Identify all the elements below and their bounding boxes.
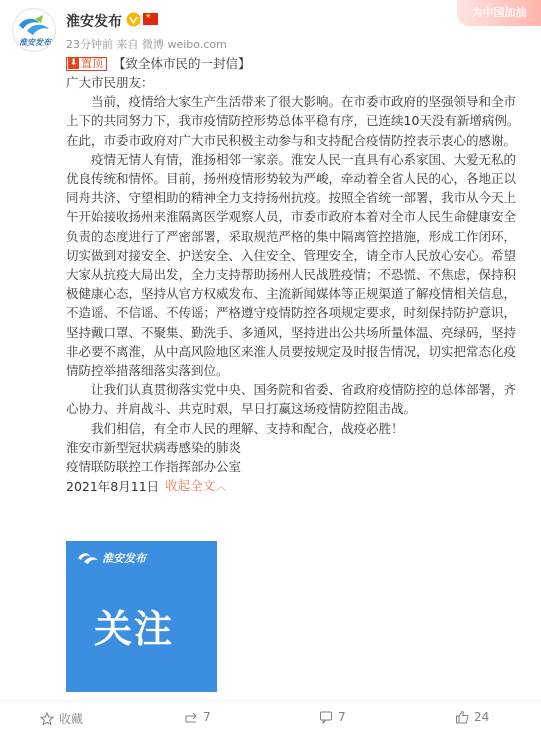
like-button[interactable] bbox=[455, 710, 489, 724]
signature-line-2: 疫情联防联控工作指挥部办公室 bbox=[66, 459, 242, 475]
china-flag-icon: ★ bbox=[143, 13, 158, 25]
huaian-logo-icon bbox=[76, 548, 100, 568]
post-content bbox=[66, 54, 528, 497]
post-header bbox=[0, 0, 541, 60]
share-icon bbox=[184, 710, 198, 724]
huaian-logo-icon bbox=[13, 9, 56, 52]
pinned-text: 置顶 bbox=[81, 56, 103, 70]
post-meta: 23分钟前 来自 微博 weibo.com bbox=[66, 38, 227, 51]
paragraph-2: 疫情无情人有情，淮扬相邻一家亲。淮安人民一直具有心系家国、大爱无私的优良传统和情怀。目前，扬州疫情形势较为严峻，牵动着全省人民的心，各地正以同舟共济、守望相助的精神全力支持扬州抗疫。按照全省统一部署，我市从今天上午开始接收扬州来淮隔离医学观察人员，市委市政府本着对全市人民生命健康安全负责的态度进行了严密部署，采取规范严格的集中隔离管控措施，形成工作闭环，切实做到对接安全、护送安全、入住安全、管理安全，请全市人民放心安心。希望大家从抗疫大局出发，全力支持帮助扬州人民战胜疫情；不恐慌、不焦虑，保持积极健康心态，坚持从官方权威发布、主流新闻媒体等正规渠道了解疫情相关信息，不造谣、不信谣、不传谣；严格遵守疫情防控各项规定要求，时刻保持防护意识，坚持戴口罩、不聚集、勤洗手、多通风，坚持进出公共场所量体温、亮绿码，坚持非必要不离淮，从中高风险地区来淮人员要按规定及时报告情况，切实把常态化疫情防控举措落细落实落到位。 bbox=[66, 151, 517, 379]
greeting: 广大市民朋友： bbox=[66, 75, 154, 90]
author-name[interactable]: 淮安发布 bbox=[66, 14, 122, 30]
svg-text:淮安发布: 淮安发布 bbox=[19, 37, 51, 47]
post-image[interactable] bbox=[66, 541, 217, 692]
paragraph-3: 让我们认真贯彻落实党中央、国务院和省委、省政府疫情防控的总体部署，齐心协力、并肩战斗、共克时艰，早日打赢这场疫情防控阻击战。 bbox=[66, 382, 517, 417]
comment-icon bbox=[319, 710, 333, 724]
paragraph-4: 我们相信，有全市人民的理解、支持和配合，战疫必胜！ bbox=[91, 420, 404, 436]
star-icon bbox=[40, 712, 54, 726]
thumbs-up-icon bbox=[455, 710, 469, 724]
post-date: 2021年8月11日 bbox=[66, 479, 160, 495]
collapse-label: 收起全文 bbox=[165, 478, 216, 494]
comment-button[interactable] bbox=[319, 710, 346, 724]
favorite-button[interactable] bbox=[40, 710, 83, 727]
chevron-up-icon: ︿ bbox=[216, 482, 227, 494]
pinned-label bbox=[66, 57, 107, 71]
share-button[interactable] bbox=[184, 710, 211, 724]
image-follow-text: 关注 bbox=[94, 607, 175, 651]
favorite-label: 收藏 bbox=[59, 712, 84, 726]
action-bar bbox=[0, 700, 541, 733]
share-count: 7 bbox=[203, 710, 211, 724]
image-brand: 淮安发布 bbox=[102, 552, 146, 565]
pin-icon: ⬇ bbox=[69, 58, 78, 68]
post-title: 【致全体市民的一封信】 bbox=[113, 55, 251, 71]
collapse-text-link[interactable] bbox=[165, 476, 226, 497]
paragraph-1: 当前，疫情给大家生产生活带来了很大影响。在市委市政府的坚强领导和全市上下的共同努力下，我市疫情防控形势总体平稳有序，已连续10天没有新增病例。在此，市委市政府对广大市民积极主动参与和支持配合疫情防控表示衷心的感谢。 bbox=[66, 94, 520, 148]
image-logo bbox=[76, 548, 146, 568]
promo-badge[interactable]: 为中国加油 bbox=[457, 0, 541, 26]
title-line bbox=[66, 54, 528, 73]
author-avatar[interactable] bbox=[12, 8, 56, 52]
signature-line-1: 淮安市新型冠状病毒感染的肺炎 bbox=[66, 439, 242, 455]
like-count: 24 bbox=[474, 710, 490, 724]
comment-count: 7 bbox=[338, 710, 346, 724]
verified-badge-icon bbox=[126, 12, 141, 27]
date-line bbox=[66, 476, 528, 497]
